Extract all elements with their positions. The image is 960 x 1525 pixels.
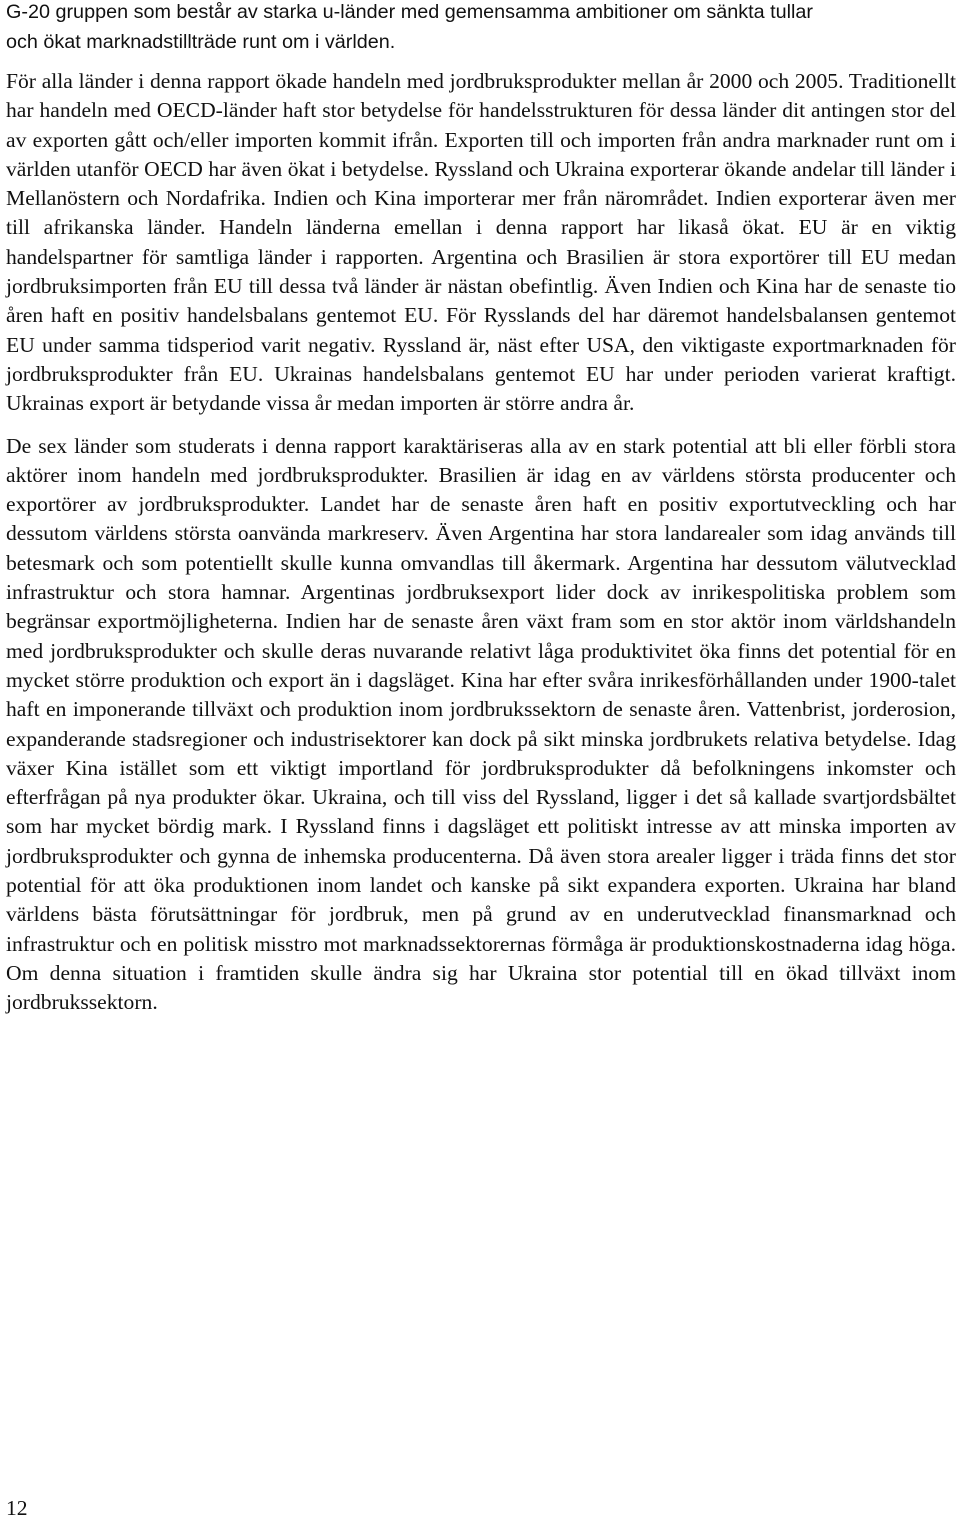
document-page [6, 0, 956, 1021]
paragraph-g20-intro [6, 0, 956, 57]
text-line: och ökat marknadstillträde runt om i världen. [6, 31, 396, 53]
paragraph-country-potential: De sex länder som studerats i denna rapport karaktäriseras alla av en stark potential att bli eller förbli stora aktörer inom handeln med jordbruksprodukter. Brasilien är idag en av världens största producenter och exportörer av jordbruksprodukter. Landet har de senaste åren haft en positiv exportutveckling och har dessutom världens största oanvända markreserv. Även Argentina har stora landarealer som idag används till betesmark och som potentiellt skulle kunna omvandlas till åkermark. Argentina har dessutom välutvecklad infrastruktur och stora hamnar. Argentinas jordbruksexport lider dock av inrikespolitiska problem som begränsar exportmöjligheterna. Indien har de senaste åren växt fram som en stor aktör inom världshandeln med jordbruksprodukter och skulle deras nuvarande relativt låga produktivitet öka finns det potential för en mycket större produktion och export än i dagsläget. Kina har efter svåra inrikesförhållanden under 1900-talet haft en imponerande tillväxt och produktion inom jordbrukssektorn de senaste åren. Vattenbrist, jorderosion, expanderande stadsregioner och industrisektorer kan dock på sikt minska jordbrukets relativa betydelse. Idag växer Kina istället som ett viktigt importland för jordbruksprodukter då befolkningens inkomster och efterfrågan på nya produkter ökar. Ukraina, och till viss del Ryssland, ligger i det så kallade svartjordsbältet som har mycket bördig mark. I Ryssland finns i dagsläget ett politiskt intresse av att minska importen av jordbruksprodukter och gynna de inhemska producenterna. Då även stora arealer ligger i träda finns det stor potential för att öka produktionen inom landet och kanske på sikt expandera exporten. Ukraina har bland världens bästa förutsättningar för jordbruk, men på grund av en underutvecklad finansmarknad och infrastruktur och en politisk misstro mot marknadssektorernas förmåga är produktionskostnaderna idag höga. Om denna situation i framtiden skulle ändra sig har Ukraina stor potential till en ökad tillväxt inom jordbrukssektorn. [6, 433, 956, 1015]
page-number: 12 [6, 1496, 28, 1520]
text-line: G-20 gruppen som består av starka u-länder med gemensamma ambitioner om sänkta tullar [6, 1, 814, 23]
paragraph-trade-development: För alla länder i denna rapport ökade handeln med jordbruksprodukter mellan år 2000 och 2005. Traditionellt har handeln med OECD-länder haft stor betydelse för handelsstrukturen för dessa länder dit antingen stor del av exporten gått och/eller importen kommit ifrån. Exporten till och importen från andra marknader runt om i världen utanför OECD har även ökat i betydelse. Ryssland och Ukraina exporterar ökande andelar till länder i Mellanöstern och Nordafrika. Indien och Kina importerar mer från närområdet. Indien exporterar även mer till afrikanska länder. Handeln länderna emellan i denna rapport har likaså ökat. EU är en viktig handelspartner för samtliga länder i rapporten. Argentina och Brasilien är stora exportörer till EU medan jordbruksimporten från EU till dessa två länder är nästan obefintlig. Även Indien och Kina har de senaste tio åren haft en positiv handelsbalans gentemot EU. För Rysslands del har däremot handelsbalansen gentemot EU under samma tidsperiod varit negativ. Ryssland är, näst efter USA, den viktigaste exportmarknaden för jordbruksprodukter från EU. Ukrainas handelsbalans gentemot EU har under perioden varierat kraftigt. Ukrainas export är betydande vissa år medan importen är större andra år. [6, 69, 956, 416]
